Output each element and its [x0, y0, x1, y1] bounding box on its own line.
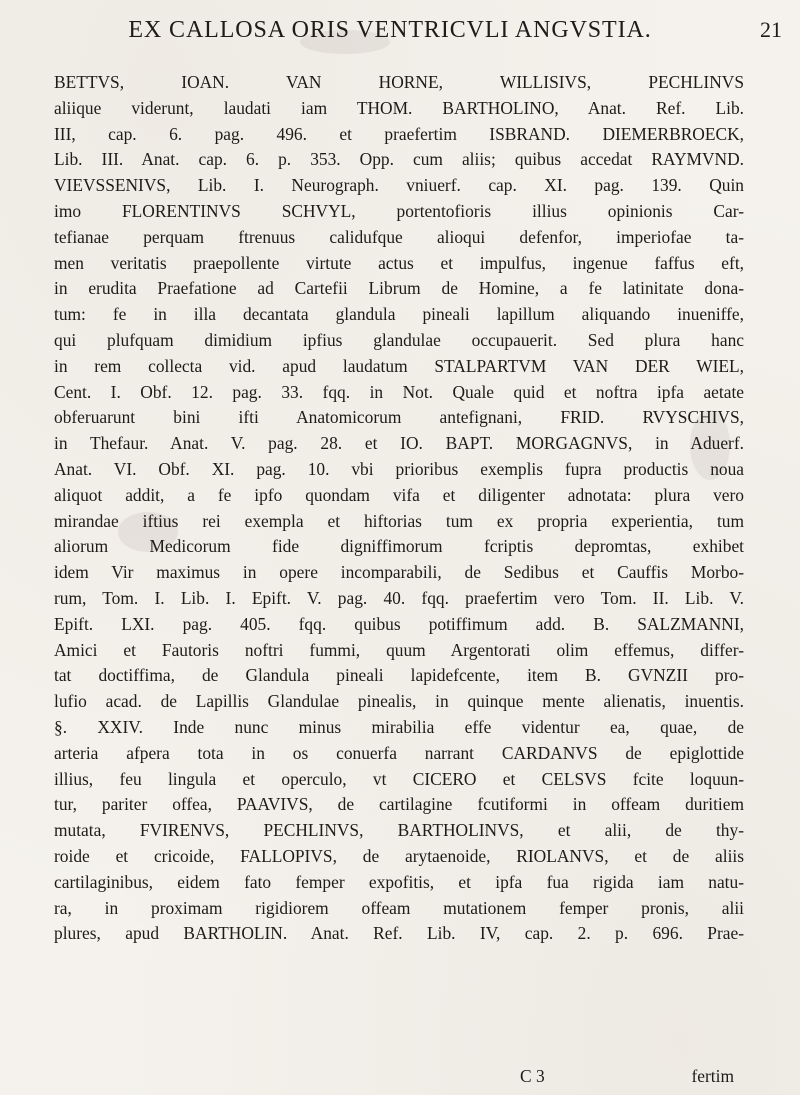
text-line: §. XXIV. Inde nunc minus mirabilia effe videntur ea, quae, de [54, 716, 744, 737]
text-line: Epift. LXI. pag. 405. fqq. quibus potiffimum add. B. SALZMANNI, [54, 613, 744, 634]
text-line: mutata, FVIRENVS, PECHLINVS, BARTHOLINVS, et alii, de thy- [54, 820, 744, 841]
text-line: BETTVS, IOAN. VAN HORNE, WILLISIVS, PECHLINVS [54, 72, 744, 92]
text-line: aliorum Medicorum fide digniffimorum fcriptis depromtas, exhibet [54, 536, 744, 557]
text-line: tat doctiffima, de Glandula pineali lapidefcente, item B. GVNZII pro- [54, 665, 744, 686]
text-line: tefianae perquam ftrenuus calidufque alioqui defenfor, imperiofae ta- [54, 226, 744, 247]
text-line: idem Vir maximus in opere incomparabili, de Sedibus et Cauffis Morbo- [54, 562, 744, 583]
running-head [0, 10, 800, 50]
text-line: Amici et Fautoris noftri fummi, quum Argentorati olim effemus, differ- [54, 639, 744, 660]
text-line: arteria afpera tota in os conuerfa narrant CARDANVS de epiglottide [54, 742, 744, 763]
text-line: cartilaginibus, eidem fato femper expofitis, et ipfa fua rigida iam natu- [54, 871, 744, 892]
text-line: imo FLORENTINVS SCHVYL, portentofioris illius opinionis Car- [54, 200, 744, 221]
text-line: lufio acad. de Lapillis Glandulae pinealis, in quinque mente alienatis, inuentis. [54, 691, 744, 712]
text-line: plures, apud BARTHOLIN. Anat. Ref. Lib. IV, cap. 2. p. 696. Prae- [54, 923, 744, 944]
text-line: obferuarunt bini ifti Anatomicorum antefignani, FRID. RVYSCHIVS, [54, 407, 744, 428]
text-line: ra, in proximam rigidiorem offeam mutationem femper pronis, alii [54, 897, 744, 918]
page-footer [54, 1064, 744, 1089]
text-line: VIEVSSENIVS, Lib. I. Neurograph. vniuerf. cap. XI. pag. 139. Quin [54, 175, 744, 196]
text-line: tur, pariter offea, PAAVIVS, de cartilagine fcutiformi in offeam duritiem [54, 794, 744, 815]
text-line: aliquot addit, a fe ipfo quondam vifa et diligenter adnotata: plura vero [54, 484, 744, 505]
text-line: qui plufquam dimidium ipfius glandulae occupauerit. Sed plura hanc [54, 329, 744, 350]
text-line: roide et cricoide, FALLOPIVS, de arytaenoide, RIOLANVS, et de aliis [54, 845, 744, 866]
text-line: aliique viderunt, laudati iam THOM. BARTHOLINO, Anat. Ref. Lib. [54, 97, 744, 118]
text-line: rum, Tom. I. Lib. I. Epift. V. pag. 40. fqq. praefertim vero Tom. II. Lib. V. [54, 587, 744, 608]
text-line: Anat. VI. Obf. XI. pag. 10. vbi prioribus exemplis fupra productis noua [54, 458, 744, 479]
text-line: mirandae iftius rei exempla et hiftorias tum ex propria experientia, tum [54, 510, 744, 531]
signature-mark: C 3 [520, 1066, 545, 1086]
text-line: in rem collecta vid. apud laudatum STALPARTVM VAN DER WIEL, [54, 355, 744, 376]
catchword: fertim [691, 1066, 734, 1086]
text-line: III, cap. 6. pag. 496. et praefertim ISBRAND. DIEMERBROECK, [54, 123, 744, 144]
text-line: tum: fe in illa decantata glandula pineali lapillum aliquando inueniffe, [54, 304, 744, 325]
body-text [54, 70, 744, 947]
running-title: EX CALLOSA ORIS VENTRICVLI ANGVSTIA. [128, 17, 652, 43]
text-line: Lib. III. Anat. cap. 6. p. 353. Opp. cum aliis; quibus accedat RAYMVND. [54, 149, 744, 170]
text-line: in Thefaur. Anat. V. pag. 28. et IO. BAPT. MORGAGNVS, in Aduerf. [54, 433, 744, 454]
text-line: men veritatis praepollente virtute actus et impulfus, ingenue faffus eft, [54, 252, 744, 273]
page-number: 21 [760, 17, 782, 42]
text-line: Cent. I. Obf. 12. pag. 33. fqq. in Not. Quale quid et noftra ipfa aetate [54, 381, 744, 402]
text-line: in erudita Praefatione ad Cartefii Librum de Homine, a fe latinitate dona- [54, 278, 744, 299]
text-line: illius, feu lingula et operculo, vt CICERO et CELSVS fcite loquun- [54, 768, 744, 789]
